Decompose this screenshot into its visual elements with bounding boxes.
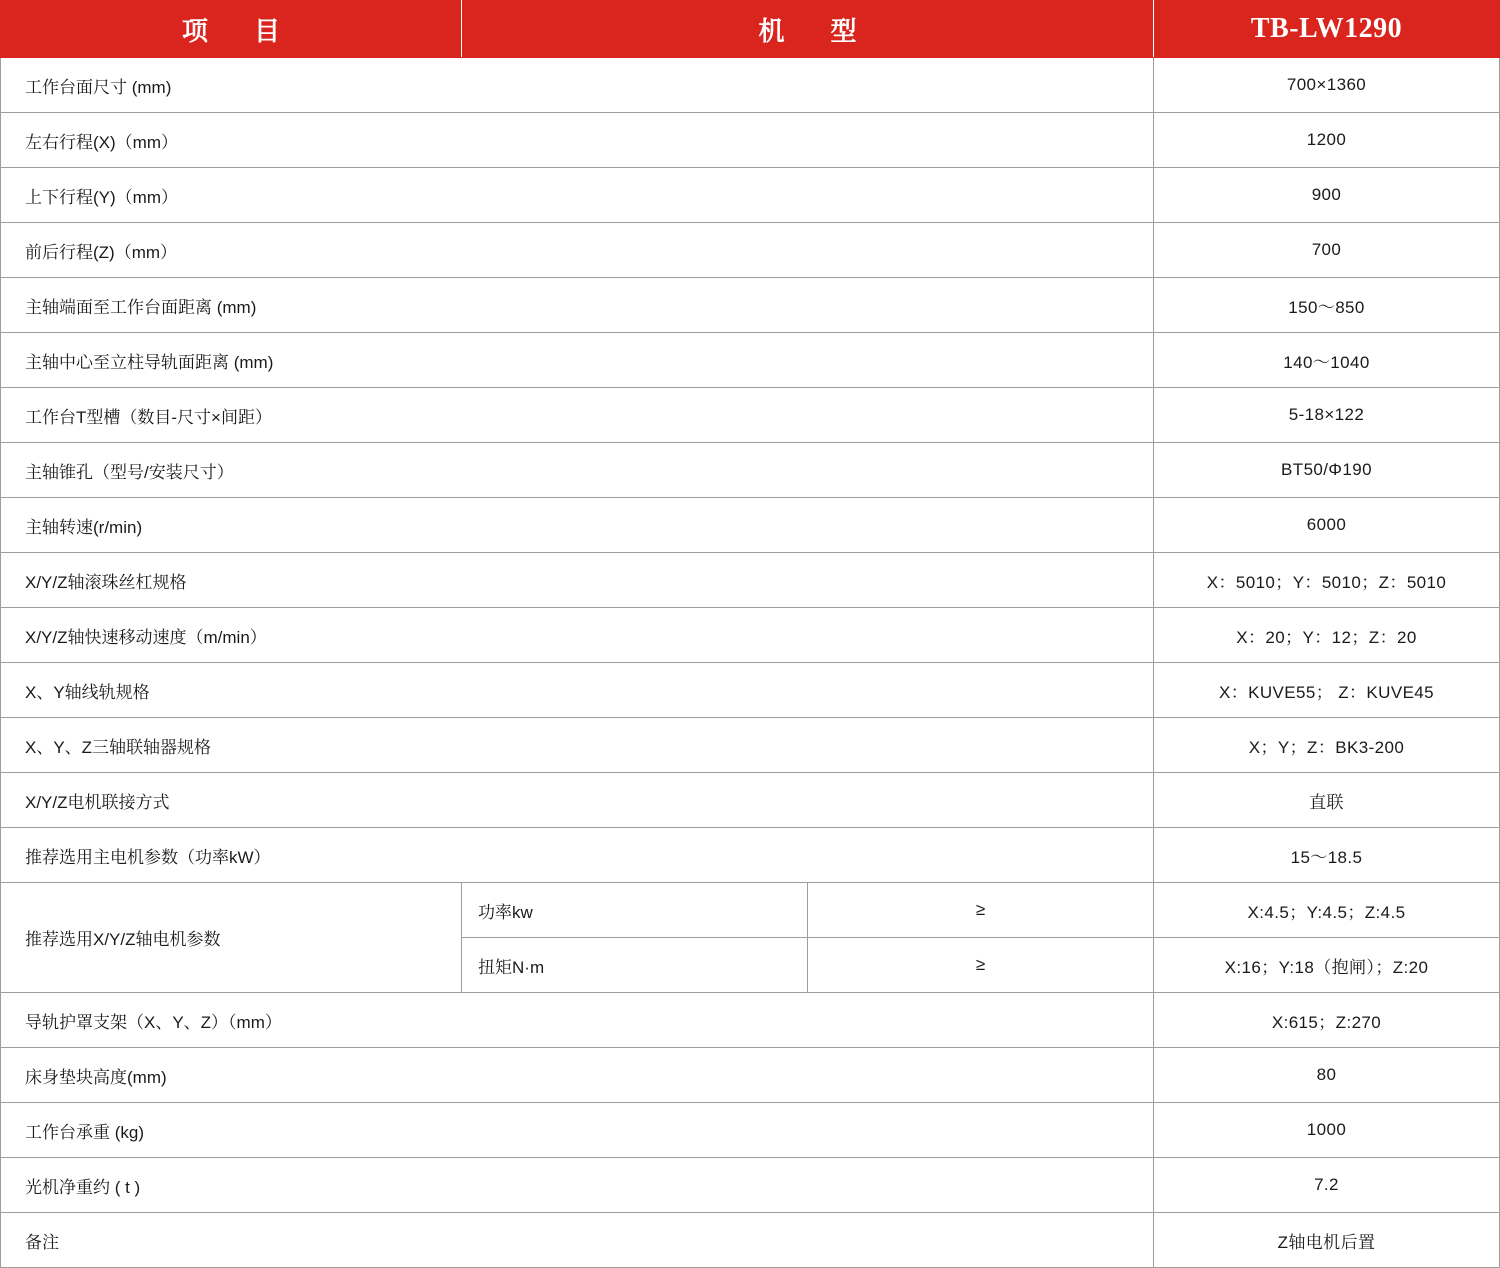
- row-label: 工作台承重 (kg): [1, 1103, 1154, 1158]
- row-value: 700×1360: [1154, 58, 1500, 113]
- table-header-row: [1, 1, 1500, 58]
- table-row: [1, 333, 1500, 388]
- table-row: [1, 773, 1500, 828]
- table-row: [1, 58, 1500, 113]
- row-label: 床身垫块高度(mm): [1, 1048, 1154, 1103]
- row-label: 主轴转速(r/min): [1, 498, 1154, 553]
- table-row: [1, 1048, 1500, 1103]
- row-label: 主轴锥孔（型号/安装尺寸）: [1, 443, 1154, 498]
- table-row: [1, 388, 1500, 443]
- header-cell-model: 机 型: [462, 1, 1154, 58]
- row-label: 光机净重约 ( t ): [1, 1158, 1154, 1213]
- row-value: X:615；Z:270: [1154, 993, 1500, 1048]
- table-row-motor-power: [1, 883, 1500, 938]
- row-value: X:4.5；Y:4.5；Z:4.5: [1154, 883, 1500, 938]
- row-value: 140～1040: [1154, 333, 1500, 388]
- row-value: 700: [1154, 223, 1500, 278]
- table-row: [1, 663, 1500, 718]
- row-value: X：20；Y：12；Z：20: [1154, 608, 1500, 663]
- row-value: 直联: [1154, 773, 1500, 828]
- table-row: [1, 1213, 1500, 1268]
- header-cell-model-name: TB-LW1290: [1154, 1, 1500, 58]
- table-row: [1, 1158, 1500, 1213]
- table-row: [1, 223, 1500, 278]
- row-value: 7.2: [1154, 1158, 1500, 1213]
- row-value: X:16；Y:18（抱闸）；Z:20: [1154, 938, 1500, 993]
- row-value: BT50/Φ190: [1154, 443, 1500, 498]
- table-row: [1, 278, 1500, 333]
- table-row: [1, 553, 1500, 608]
- motor-sub-label: 功率kw: [462, 883, 808, 938]
- row-label: 主轴端面至工作台面距离 (mm): [1, 278, 1154, 333]
- row-value: 15～18.5: [1154, 828, 1500, 883]
- header-cell-item: 项 目: [1, 1, 462, 58]
- row-label: X/Y/Z轴快速移动速度（m/min）: [1, 608, 1154, 663]
- row-label: 左右行程(X)（mm）: [1, 113, 1154, 168]
- row-value: X：5010；Y：5010；Z：5010: [1154, 553, 1500, 608]
- row-value: 150～850: [1154, 278, 1500, 333]
- table-row: [1, 993, 1500, 1048]
- table-header: [1, 1, 1500, 58]
- row-label: X、Y、Z三轴联轴器规格: [1, 718, 1154, 773]
- motor-group-label: 推荐选用X/Y/Z轴电机参数: [1, 883, 462, 993]
- motor-sub-symbol: ≥: [808, 938, 1154, 993]
- row-label: 备注: [1, 1213, 1154, 1268]
- row-value: Z轴电机后置: [1154, 1213, 1500, 1268]
- row-value: 6000: [1154, 498, 1500, 553]
- motor-sub-label: 扭矩N·m: [462, 938, 808, 993]
- row-label: 推荐选用主电机参数（功率kW）: [1, 828, 1154, 883]
- table-row: [1, 608, 1500, 663]
- row-value: 1200: [1154, 113, 1500, 168]
- row-value: X；Y；Z：BK3-200: [1154, 718, 1500, 773]
- row-label: 前后行程(Z)（mm）: [1, 223, 1154, 278]
- table-row: [1, 718, 1500, 773]
- row-value: 5-18×122: [1154, 388, 1500, 443]
- row-label: X/Y/Z电机联接方式: [1, 773, 1154, 828]
- row-label: X/Y/Z轴滚珠丝杠规格: [1, 553, 1154, 608]
- row-label: 主轴中心至立柱导轨面距离 (mm): [1, 333, 1154, 388]
- table-row: [1, 498, 1500, 553]
- row-value: 80: [1154, 1048, 1500, 1103]
- row-label: 上下行程(Y)（mm）: [1, 168, 1154, 223]
- table-row: [1, 443, 1500, 498]
- table-row: [1, 1103, 1500, 1158]
- row-label: X、Y轴线轨规格: [1, 663, 1154, 718]
- table-row: [1, 168, 1500, 223]
- row-label: 工作台面尺寸 (mm): [1, 58, 1154, 113]
- row-label: 导轨护罩支架（X、Y、Z）（mm）: [1, 993, 1154, 1048]
- row-label: 工作台T型槽（数目-尺寸×间距）: [1, 388, 1154, 443]
- row-value: 900: [1154, 168, 1500, 223]
- row-value: X：KUVE55； Z：KUVE45: [1154, 663, 1500, 718]
- table-body: [1, 58, 1500, 1268]
- table-row: [1, 113, 1500, 168]
- motor-sub-symbol: ≥: [808, 883, 1154, 938]
- row-value: 1000: [1154, 1103, 1500, 1158]
- table-row: [1, 828, 1500, 883]
